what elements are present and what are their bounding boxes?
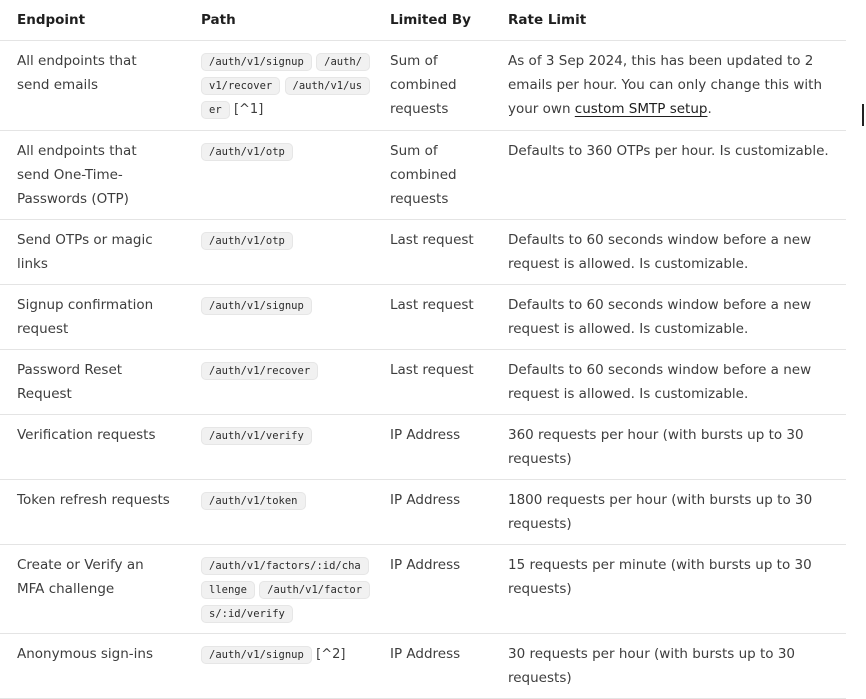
rate-limit-cell: 1800 requests per hour (with bursts up to 30 requests) (491, 480, 846, 545)
path-code: /auth/v1/factors/:id/challenge (201, 557, 369, 599)
path-cell (185, 545, 373, 634)
rate-limit-cell: 360 requests per hour (with bursts up to 30 requests) (491, 415, 846, 480)
limited-by-cell: Sum of combined requests (373, 131, 491, 220)
endpoint-cell: All endpoints that send One-Time-Passwords (OTP) (0, 131, 185, 220)
rate-limit-cell: Defaults to 60 seconds window before a new request is allowed. Is customizable. (491, 350, 846, 415)
path-cell (185, 415, 373, 480)
path-cell (185, 634, 373, 699)
endpoint-cell: Create or Verify an MFA challenge (0, 545, 185, 634)
path-code: /auth/v1/recover (201, 362, 318, 380)
table-row (0, 350, 846, 415)
table-row (0, 545, 846, 634)
endpoint-cell: Send OTPs or magic links (0, 220, 185, 285)
path-code: /auth/v1/signup (201, 53, 312, 71)
limited-by-cell: Last request (373, 285, 491, 350)
endpoint-cell: Signup confirmation request (0, 285, 185, 350)
path-code: /auth/v1/otp (201, 143, 293, 161)
header-limited-by: Limited By (373, 0, 491, 41)
table-header-row (0, 0, 846, 41)
path-code: /auth/v1/recover (201, 53, 370, 95)
endpoint-cell: All endpoints that send emails (0, 41, 185, 131)
path-cell (185, 220, 373, 285)
endpoint-cell: Password Reset Request (0, 350, 185, 415)
footnote-ref[interactable]: [^1] (233, 102, 264, 117)
endpoint-cell: Anonymous sign-ins (0, 634, 185, 699)
header-rate-limit: Rate Limit (491, 0, 846, 41)
limited-by-cell: IP Address (373, 634, 491, 699)
rate-limit-cell: Defaults to 360 OTPs per hour. Is customizable. (491, 131, 846, 220)
endpoint-cell: Verification requests (0, 415, 185, 480)
rate-limit-cell (491, 41, 846, 131)
limited-by-cell: Sum of combined requests (373, 41, 491, 131)
endpoint-cell: Token refresh requests (0, 480, 185, 545)
path-cell (185, 131, 373, 220)
table-row (0, 285, 846, 350)
path-cell (185, 285, 373, 350)
table-row (0, 220, 846, 285)
path-code: /auth/v1/signup (201, 646, 312, 664)
rate-limit-cell: Defaults to 60 seconds window before a new request is allowed. Is customizable. (491, 220, 846, 285)
table-row (0, 480, 846, 545)
path-code: /auth/v1/token (201, 492, 306, 510)
rate-limit-cell: 30 requests per hour (with bursts up to 30 requests) (491, 634, 846, 699)
text-cursor (862, 104, 864, 126)
custom-smtp-setup-link[interactable]: custom SMTP setup (574, 101, 708, 117)
footnote-ref[interactable]: [^2] (316, 647, 346, 662)
limited-by-cell: Last request (373, 350, 491, 415)
path-code: /auth/v1/otp (201, 232, 293, 250)
path-code: /auth/v1/verify (201, 427, 312, 445)
rate-limit-cell: Defaults to 60 seconds window before a new request is allowed. Is customizable. (491, 285, 846, 350)
path-cell (185, 480, 373, 545)
table-row (0, 415, 846, 480)
rate-text: As of 3 Sep 2024, this has been updated to 2 emails per hour. You can only change this with your own (508, 53, 823, 117)
header-endpoint: Endpoint (0, 0, 185, 41)
header-path: Path (185, 0, 373, 41)
path-code: /auth/v1/factors/:id/verify (201, 581, 370, 623)
path-code: /auth/v1/user (201, 77, 370, 119)
table-row (0, 131, 846, 220)
limited-by-cell: IP Address (373, 415, 491, 480)
path-cell (185, 41, 373, 131)
path-cell (185, 350, 373, 415)
path-code: /auth/v1/signup (201, 297, 312, 315)
limited-by-cell: IP Address (373, 545, 491, 634)
limited-by-cell: IP Address (373, 480, 491, 545)
limited-by-cell: Last request (373, 220, 491, 285)
table-row (0, 634, 846, 699)
rate-limit-cell: 15 requests per minute (with bursts up to 30 requests) (491, 545, 846, 634)
rate-text-end: . (707, 101, 712, 117)
table-row (0, 41, 846, 131)
